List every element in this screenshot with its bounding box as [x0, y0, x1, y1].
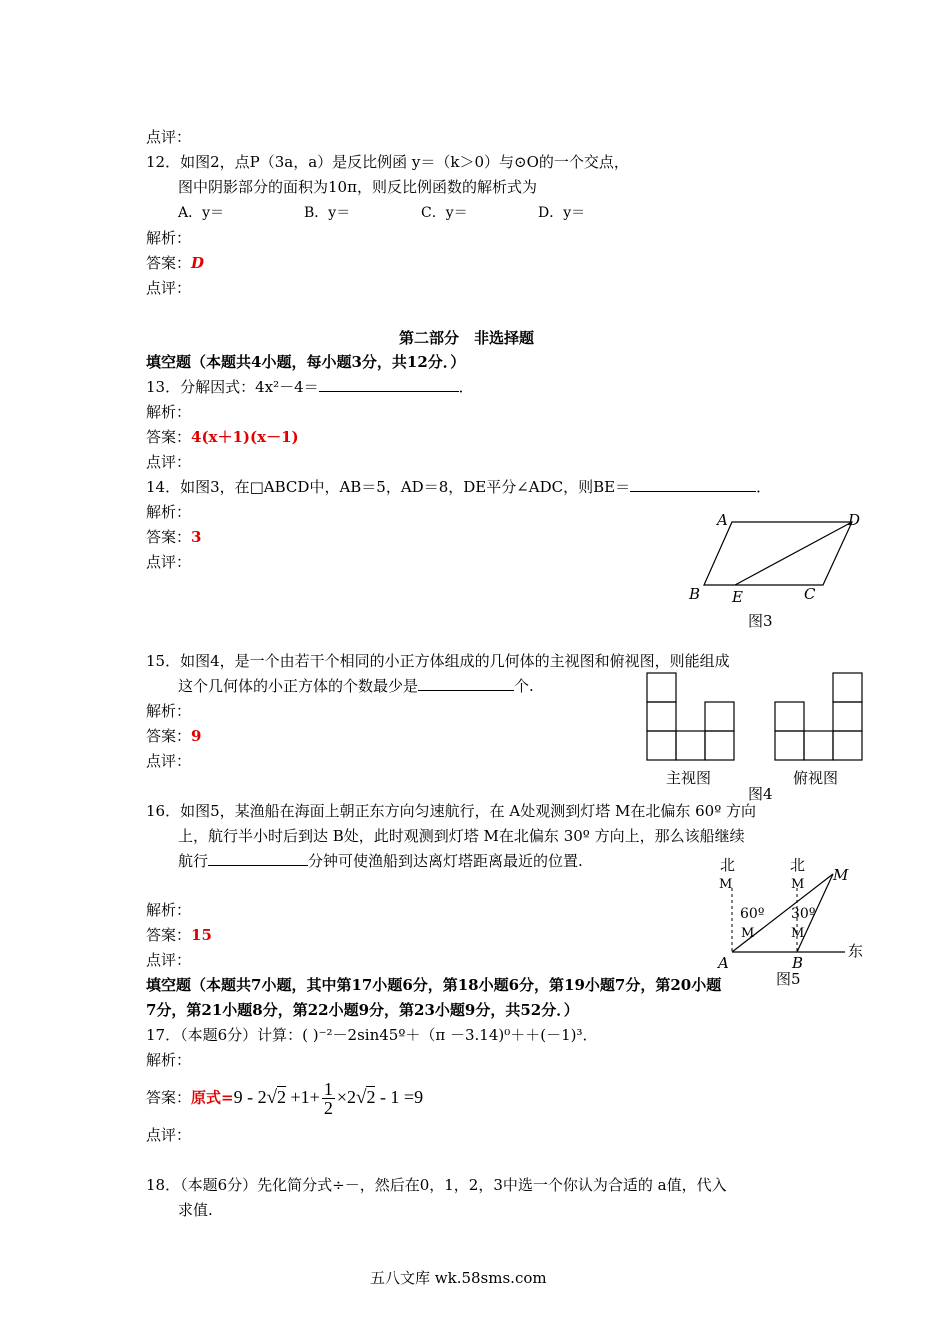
q15-line2: 这个几何体的小正方体的个数最少是 个.: [178, 677, 534, 695]
answer-label: 答案：: [146, 926, 192, 944]
top-view-label: 俯视图: [793, 769, 839, 787]
q12-line1: 12．如图2，点P（3a，a）是反比例函 y＝（k＞0）与⊙O的一个交点，: [146, 153, 629, 171]
point-a-label: A: [718, 954, 729, 972]
q16-line3: 航行 分钟可使渔船到达离灯塔距离最近的位置.: [178, 852, 583, 870]
angle-30-label: 30º: [791, 906, 816, 922]
section2-heading-line1: 填空题（本题共7小题，其中第17小题6分，第18小题6分，第19小题7分，第20小题: [146, 976, 722, 994]
angle-60-label: 60º: [740, 906, 765, 922]
q12-option-c: C．y＝: [421, 205, 468, 221]
comment-label: 点评：: [146, 752, 192, 770]
q14-text: 14．如图3，在□ABCD中，AB＝5，AD＝8，DE平分∠ADC，则BE＝ ．: [146, 478, 772, 496]
answer-label: 答案：: [146, 254, 192, 272]
answer-row: [146, 925, 212, 945]
vertex-e-label: E: [732, 588, 743, 606]
figure-5-caption: 图5: [776, 970, 801, 988]
footer-watermark: 五八文库 wk.58sms.com: [370, 1269, 547, 1287]
answer-blank: [208, 851, 308, 866]
q12-answer: D: [191, 254, 205, 272]
answer-blank: [630, 477, 756, 492]
vertex-d-label: D: [848, 511, 861, 529]
comment-label: 点评：: [146, 553, 192, 571]
comment-label: 点评：: [146, 453, 192, 471]
figure-3-parallelogram: [680, 505, 880, 635]
q17-answer-expression: 9 - 2√2 +1+ $\frac{1}{2}$ ×2√2 - 1 =9: [233, 1079, 424, 1118]
answer-label: 答案：: [146, 528, 192, 546]
parallelogram-abcd: [704, 522, 852, 585]
analysis-label: 解析：: [146, 229, 192, 247]
m-label-small-a: M: [719, 877, 733, 892]
analysis-label: 解析：: [146, 403, 192, 421]
comment-label: 点评：: [146, 1126, 192, 1144]
answer-row: [146, 726, 201, 746]
figure-4-caption: 图4: [748, 785, 773, 803]
segment-de: [735, 522, 852, 585]
q15-answer: 9: [191, 727, 202, 745]
q12-option-d: D．y＝: [538, 205, 586, 221]
lighthouse-m-label: M: [833, 866, 849, 884]
analysis-label: 解析：: [146, 702, 192, 720]
comment-label: 点评：: [146, 128, 192, 146]
section1-heading: 填空题（本题共4小题，每小题3分，共12分．）: [146, 353, 466, 371]
q14-answer: 3: [191, 528, 202, 546]
vertex-b-label: B: [689, 585, 701, 603]
answer-label: 答案：: [146, 727, 192, 745]
m-label-small-d: M: [791, 926, 805, 941]
q12-line2: 图中阴影部分的面积为10π，则反比例函数的解析式为: [178, 178, 537, 196]
answer-label: 答案：: [146, 428, 192, 446]
point-b-label: B: [792, 954, 804, 972]
front-view-label: 主视图: [666, 769, 712, 787]
q16-line2: 上，航行半小时后到达 B处，此时观测到灯塔 M在北偏东 30º 方向上，那么该船继续: [178, 827, 745, 845]
q18-line2: 求值.: [178, 1201, 213, 1219]
front-view: [647, 673, 734, 760]
q16-answer: 15: [191, 926, 212, 944]
q13-text: 13．分解因式：4x²－4＝ ．: [146, 378, 474, 396]
fraction-one-half: $\frac{1}{2}$: [323, 1079, 333, 1118]
section2-heading-line2: 7分，第21小题8分，第22小题9分，第23小题9分，共52分．）: [146, 1001, 579, 1019]
q17-answer-label: 原式=: [191, 1088, 234, 1107]
figure-3-caption: 图3: [748, 612, 773, 630]
analysis-label: 解析：: [146, 1051, 192, 1069]
vertex-c-label: C: [804, 585, 816, 603]
top-view: [775, 673, 862, 760]
analysis-label: 解析：: [146, 503, 192, 521]
m-label-small-b: M: [791, 877, 805, 892]
answer-row: [146, 527, 201, 547]
answer-label: 答案：: [146, 1088, 192, 1107]
comment-label: 点评：: [146, 951, 192, 969]
figure-4-views: [640, 668, 870, 803]
q13-answer: 4(x＋1)(x－1): [191, 428, 299, 446]
q15-line1: 15．如图4，是一个由若干个相同的小正方体组成的几何体的主视图和俯视图，则能组成: [146, 652, 730, 670]
q12-option-b: B．y＝: [304, 205, 351, 221]
analysis-label: 解析：: [146, 901, 192, 919]
north-label-b: 北: [790, 856, 806, 874]
q17-text: 17．（本题6分）计算：( )⁻²－2sin45º＋（π －3.14)⁰＋＋(－1)³．: [146, 1026, 598, 1044]
answer-row: [146, 253, 204, 273]
q16-line1: 16．如图5，某渔船在海面上朝正东方向匀速航行，在 A处观测到灯塔 M在北偏东 60º 方向: [146, 802, 757, 820]
vertex-a-label: A: [717, 511, 728, 529]
north-label-a: 北: [720, 856, 736, 874]
answer-blank: [418, 676, 514, 691]
answer-row: [146, 1080, 423, 1120]
answer-blank: [319, 377, 459, 392]
answer-row: [146, 427, 299, 447]
figure-5-navigation: [705, 850, 875, 988]
q12-option-a: A．y＝: [178, 205, 225, 221]
q18-line1: 18．（本题6分）先化简分式÷－，然后在0，1，2，3中选一个你认为合适的 a值，代入: [146, 1176, 727, 1194]
m-label-small-c: M: [741, 926, 755, 941]
comment-label: 点评：: [146, 279, 192, 297]
part2-title: 第二部分 非选择题: [399, 329, 535, 347]
east-label: 东: [848, 942, 864, 960]
